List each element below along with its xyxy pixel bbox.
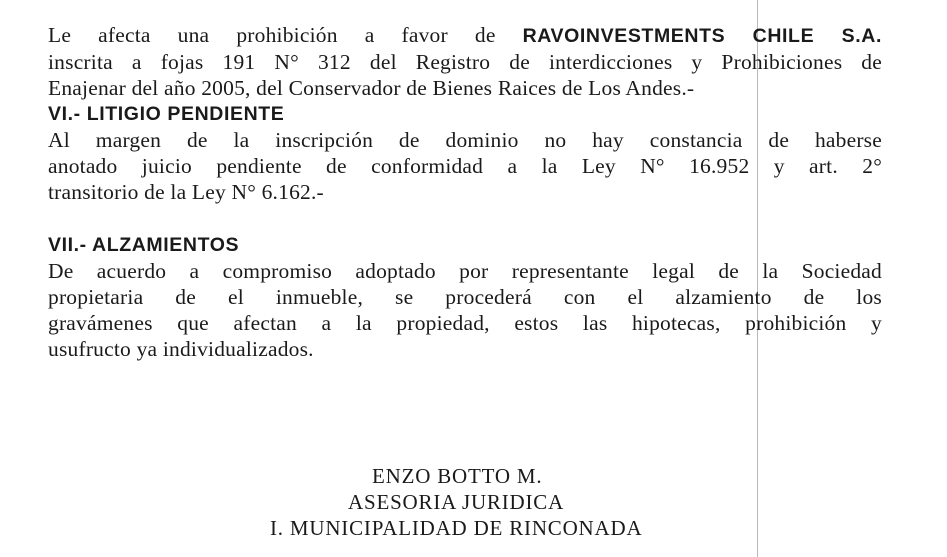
signatory-department: ASESORIA JURIDICA xyxy=(348,490,565,514)
prohibition-paragraph xyxy=(48,22,882,101)
signatory-name: ENZO BOTTO M. xyxy=(372,464,543,488)
section-vii-line-3: gravámenes que afectan a la propiedad, estos las hipotecas, prohibición y xyxy=(48,311,882,335)
prohibition-line-3: Enajenar del año 2005, del Conservador de Bienes Raices de Los Andes.- xyxy=(48,76,695,100)
section-vii-paragraph xyxy=(48,258,882,362)
section-vii-line-4: usufructo ya individualizados. xyxy=(48,337,314,361)
section-vi-line-1: Al margen de la inscripción de dominio no hay constancia de haberse xyxy=(48,128,882,152)
section-vi-heading: VI.- LITIGIO PENDIENTE xyxy=(48,103,285,125)
prohibition-line-2: inscrita a fojas 191 N° 312 del Registro de interdicciones y Prohibiciones de xyxy=(48,50,882,74)
company-name: RAVOINVESTMENTS CHILE S.A. xyxy=(522,25,882,47)
section-vii-heading: VII.- ALZAMIENTOS xyxy=(48,234,240,256)
section-vi-paragraph xyxy=(48,127,882,205)
section-vii-line-2: propietaria de el inmueble, se procederá con el alzamiento de los xyxy=(48,285,882,309)
prohibition-text-prefix: Le afecta una prohibición a favor de xyxy=(48,23,523,47)
signatory-organization: I. MUNICIPALIDAD DE RINCONADA xyxy=(270,516,643,540)
section-vi-line-3: transitorio de la Ley N° 6.162.- xyxy=(48,180,324,204)
section-vi-line-2: anotado juicio pendiente de conformidad a la Ley N° 16.952 y art. 2° xyxy=(48,154,882,178)
section-vii-line-1: De acuerdo a compromiso adoptado por representante legal de la Sociedad xyxy=(48,259,882,283)
prohibition-line-1 xyxy=(48,22,882,49)
